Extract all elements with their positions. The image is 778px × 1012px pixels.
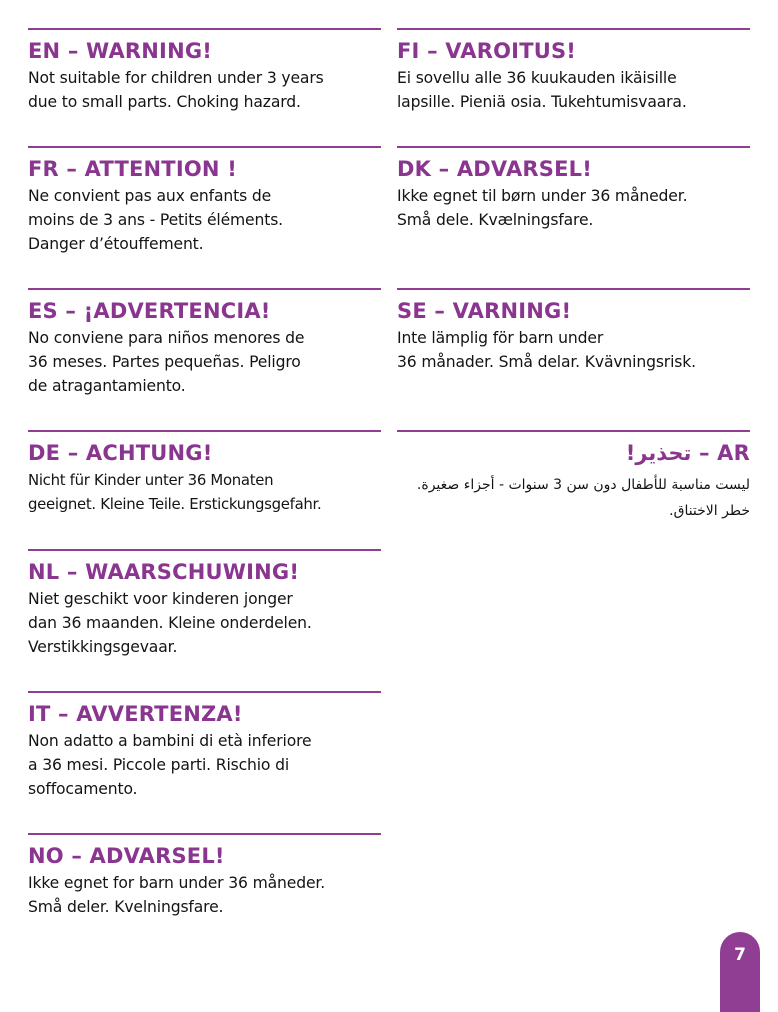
warning-es [28, 288, 381, 398]
warning-en [28, 28, 381, 114]
warning-nl-heading: NL – WAARSCHUWING! [28, 560, 300, 584]
warning-se-text: Inte lämplig för barn under 36 månader. Små delar. Kvävningsrisk. [397, 329, 696, 371]
warning-it [28, 691, 381, 801]
warning-dk [397, 146, 750, 232]
warning-dk-text: Ikke egnet til børn under 36 måneder. Små dele. Kvælningsfare. [397, 187, 688, 229]
warning-it-heading: IT – AVVERTENZA! [28, 702, 243, 726]
warning-se-heading: SE – VARNING! [397, 299, 572, 323]
warning-fi [397, 28, 750, 114]
warning-it-text: Non adatto a bambini di età inferiore a 36 mesi. Piccole parti. Rischio di soffocamento. [28, 732, 312, 798]
warning-de-heading: DE – ACHTUNG! [28, 441, 213, 465]
warning-fi-text: Ei sovellu alle 36 kuukauden ikäisille lapsille. Pieniä osia. Tukehtumisvaara. [397, 69, 687, 111]
warning-es-heading: ES – ¡ADVERTENCIA! [28, 299, 271, 323]
warning-no [28, 833, 381, 919]
warning-no-heading: NO – ADVARSEL! [28, 844, 225, 868]
warning-ar-text: ليست مناسبة للأطفال دون سن 3 سنوات - أجزاء صغيرة. خطر الاختناق. [416, 477, 750, 519]
warning-fr-text: Ne convient pas aux enfants de moins de 3 ans - Petits éléments. Danger d’étouffement. [28, 187, 283, 253]
warning-nl-text: Niet geschikt voor kinderen jonger dan 36 maanden. Kleine onderdelen. Verstikkingsgevaar. [28, 590, 312, 656]
warning-fr-heading: FR – ATTENTION ! [28, 157, 237, 181]
warning-fr [28, 146, 381, 256]
warning-de [28, 430, 381, 516]
warning-fi-heading: FI – VAROITUS! [397, 39, 577, 63]
warning-dk-heading: DK – ADVARSEL! [397, 157, 592, 181]
warning-ar-heading: AR – تحذير! [625, 441, 750, 465]
warning-nl [28, 549, 381, 659]
warning-se [397, 288, 750, 374]
warning-ar [397, 430, 750, 524]
warning-de-text: Nicht für Kinder unter 36 Monaten geeignet. Kleine Teile. Erstickungsgefahr. [28, 471, 322, 513]
page-number-badge: 7 [720, 932, 760, 1012]
warning-en-heading: EN – WARNING! [28, 39, 213, 63]
warning-es-text: No conviene para niños menores de 36 meses. Partes pequeñas. Peligro de atragantamiento. [28, 329, 305, 395]
warning-en-text: Not suitable for children under 3 years due to small parts. Choking hazard. [28, 69, 324, 111]
warning-no-text: Ikke egnet for barn under 36 måneder. Små deler. Kvelningsfare. [28, 874, 326, 916]
